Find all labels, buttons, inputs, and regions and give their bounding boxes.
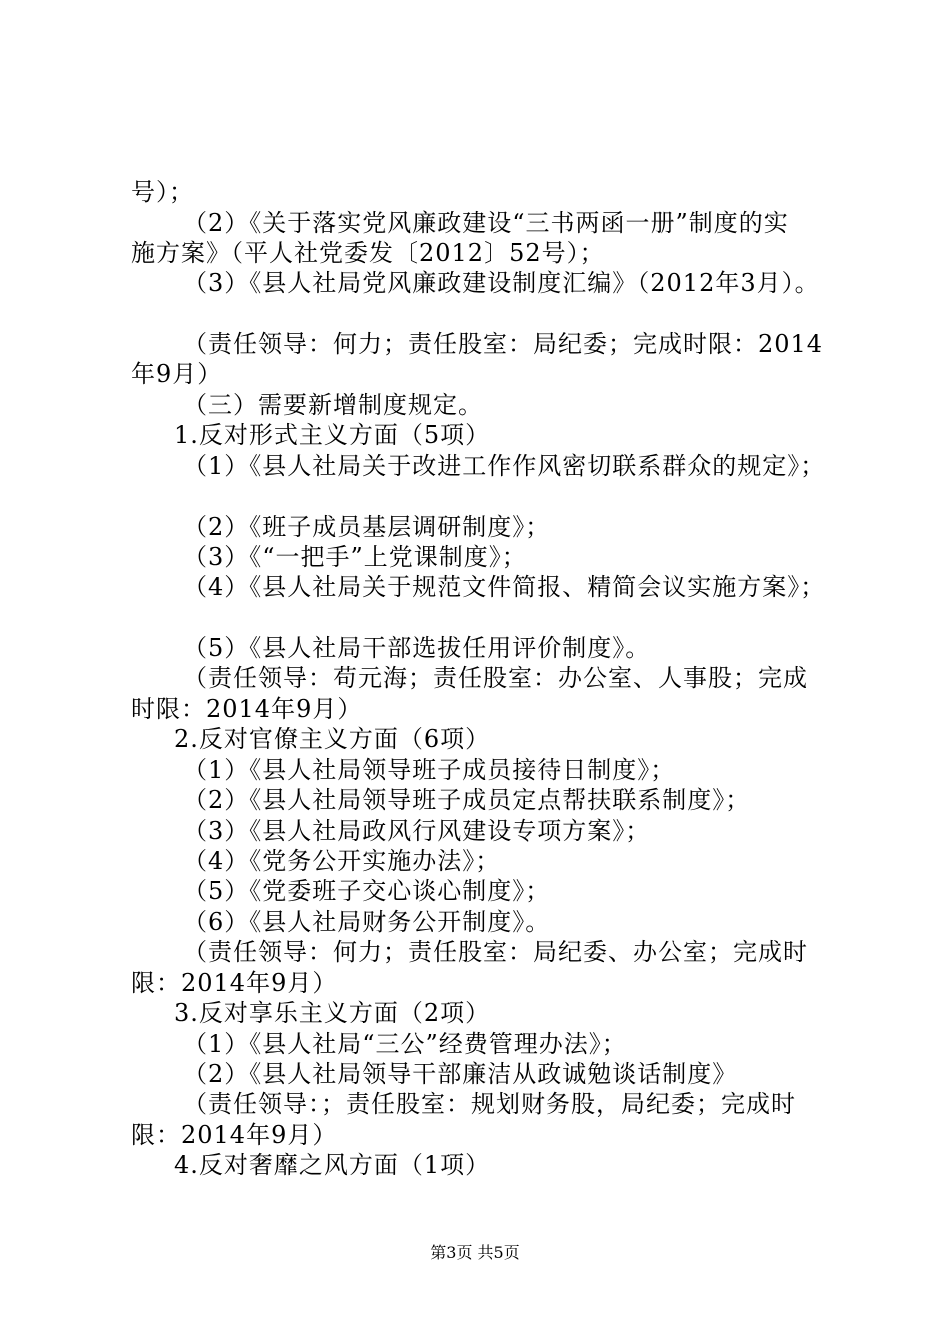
text-line: （5）《县人社局干部选拔任用评价制度》。 xyxy=(183,634,651,662)
text-line: （1）《县人社局领导班子成员接待日制度》； xyxy=(183,756,676,784)
text-line: （4）《党务公开实施办法》； xyxy=(183,847,501,875)
text-line: （1）《县人社局“三公”经费管理办法》； xyxy=(183,1030,627,1058)
subsection-heading: 1.反对形式主义方面（5项） xyxy=(174,421,491,449)
text-line: （3）《县人社局政风行风建设专项方案》； xyxy=(183,817,651,845)
text-line: （1）《县人社局关于改进工作作风密切联系群众的规定》； xyxy=(183,452,826,480)
text-line: 号）； xyxy=(131,178,194,206)
text-line: （6）《县人社局财务公开制度》。 xyxy=(183,908,551,936)
text-line: （责任领导：苟元海；责任股室：办公室、人事股；完成 xyxy=(183,664,808,692)
text-line: （2）《县人社局领导干部廉洁从政诚勉谈话制度》 xyxy=(183,1060,738,1088)
subsection-heading: 3.反对享乐主义方面（2项） xyxy=(174,999,491,1027)
text-line: （4）《县人社局关于规范文件简报、精简会议实施方案》； xyxy=(183,573,826,601)
text-line: （2）《关于落实党风廉政建设“三书两函一册”制度的实 xyxy=(183,209,789,237)
text-line: 时限：2014年9月） xyxy=(131,695,363,723)
text-line: 限：2014年9月） xyxy=(131,969,338,997)
text-line: （3）《“一把手”上党课制度》； xyxy=(183,543,527,571)
section-heading: （三）需要新增制度规定。 xyxy=(183,391,483,419)
text-line: （责任领导：何力；责任股室：局纪委、办公室；完成时 xyxy=(183,938,808,966)
text-line: （5）《党委班子交心谈心制度》； xyxy=(183,877,551,905)
text-line: （3）《县人社局党风廉政建设制度汇编》（2012年3月）。 xyxy=(183,269,820,297)
text-line: 限：2014年9月） xyxy=(131,1121,338,1149)
subsection-heading: 2.反对官僚主义方面（6项） xyxy=(174,725,491,753)
text-line: 年9月） xyxy=(131,360,223,388)
subsection-heading: 4.反对奢靡之风方面（1项） xyxy=(174,1151,491,1179)
text-line: 施方案》（平人社党委发〔2012〕52号）； xyxy=(131,239,605,267)
text-line: （2）《班子成员基层调研制度》； xyxy=(183,513,551,541)
text-line: （责任领导：何力；责任股室：局纪委；完成时限：2014 xyxy=(183,330,824,358)
text-line: （2）《县人社局领导班子成员定点帮扶联系制度》； xyxy=(183,786,751,814)
page-footer: 第3页 共5页 xyxy=(430,1243,520,1262)
text-line: （责任领导：；责任股室：规划财务股，局纪委；完成时 xyxy=(183,1090,796,1118)
